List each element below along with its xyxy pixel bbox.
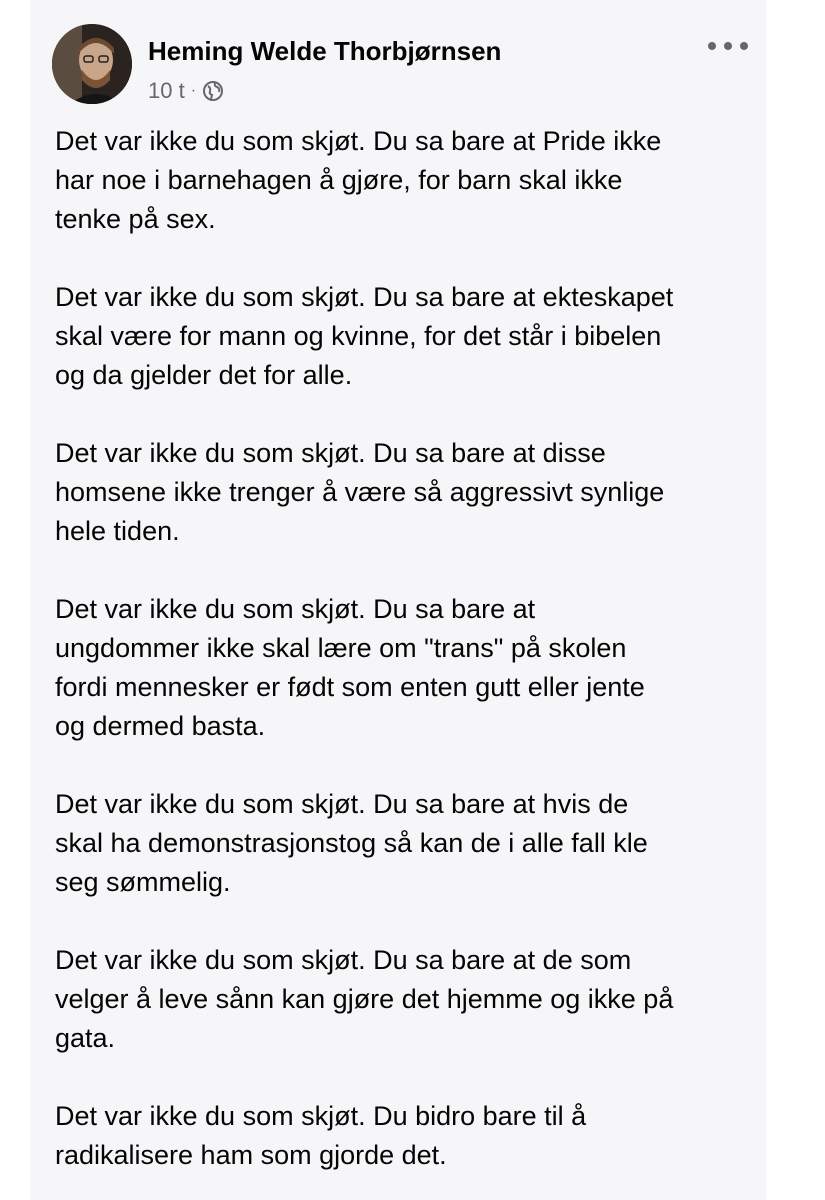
post-paragraph-3: Det var ikke du som skjøt. Du sa bare at disse homsene ikke trenger å være så aggressivt synlige hele tiden. xyxy=(55,438,665,546)
more-dot xyxy=(740,42,748,50)
post-paragraph-1: Det var ikke du som skjøt. Du sa bare at Pride ikke har noe i barnehagen å gjøre, for barn skal ikke tenke på sex. xyxy=(55,126,662,234)
author-name[interactable]: Heming Welde Thorbjørnsen xyxy=(148,36,502,66)
more-dot xyxy=(708,42,716,50)
post-header xyxy=(52,24,752,104)
meta-separator: · xyxy=(190,82,197,99)
avatar-photo xyxy=(52,24,132,104)
more-horizontal-icon[interactable] xyxy=(708,36,748,56)
post-paragraph-4: Det var ikke du som skjøt. Du sa bare at ungdommer ikke skal lære om "trans" på skolen fordi mennesker er født som enten gutt eller jente og dermed basta. xyxy=(55,594,645,741)
post-meta xyxy=(148,78,224,104)
more-dot xyxy=(724,42,732,50)
globe-icon[interactable] xyxy=(202,80,224,102)
post-body xyxy=(55,122,755,1175)
post-paragraph-7: Det var ikke du som skjøt. Du bidro bare til å radikalisere ham som gjorde det. xyxy=(55,1101,587,1170)
post-time[interactable]: 10 t xyxy=(148,78,185,103)
avatar[interactable] xyxy=(52,24,132,104)
post-paragraph-6: Det var ikke du som skjøt. Du sa bare at de som velger å leve sånn kan gjøre det hjemme og ikke på gata. xyxy=(55,945,674,1053)
post-paragraph-2: Det var ikke du som skjøt. Du sa bare at ekteskapet skal være for mann og kvinne, for det står i bibelen og da gjelder det for alle. xyxy=(55,282,674,390)
post-paragraph-5: Det var ikke du som skjøt. Du sa bare at hvis de skal ha demonstrasjonstog så kan de i alle fall kle seg sømmelig. xyxy=(55,789,648,897)
